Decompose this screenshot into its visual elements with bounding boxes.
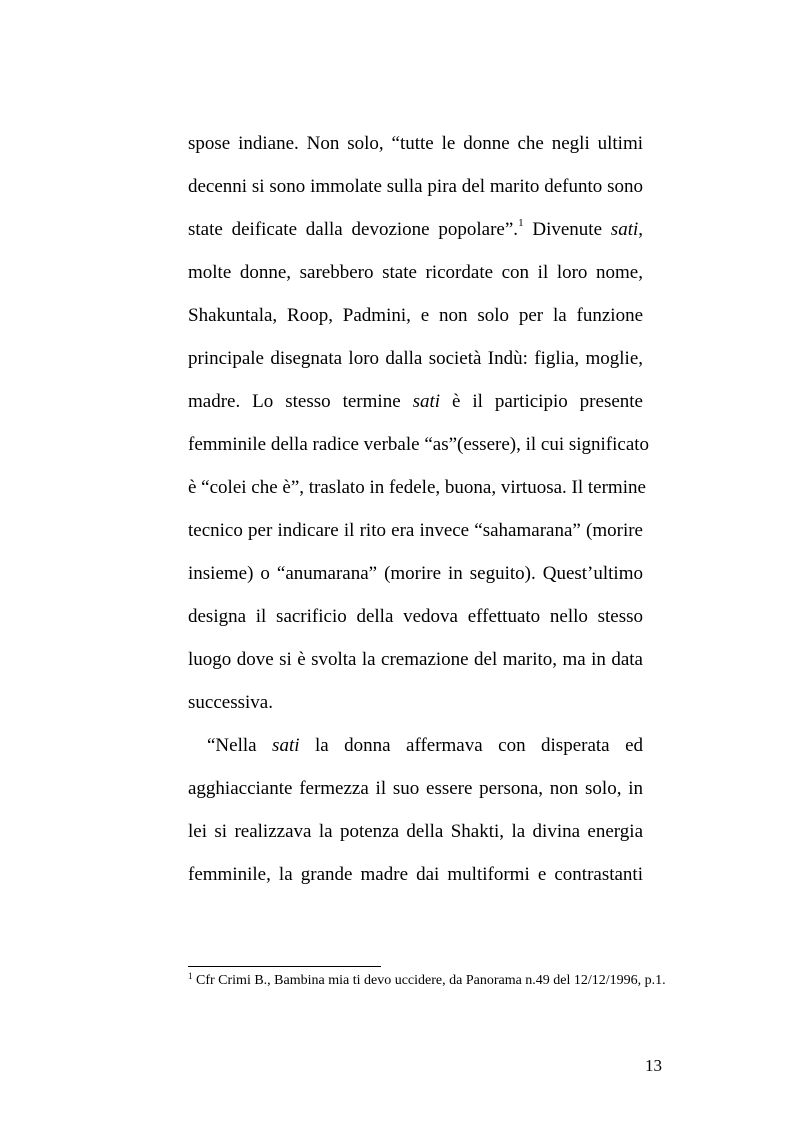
- text-line-content: femminile della radice verbale “as”(essere), il cui significato: [188, 434, 650, 455]
- text-line: [188, 380, 643, 423]
- text-line-content: “Nella: [207, 735, 273, 756]
- text-line-content: luogo dove si è svolta la cremazione del marito, ma in data: [188, 649, 643, 670]
- footnote-reference[interactable]: 1: [518, 217, 524, 229]
- text-line: [188, 767, 643, 810]
- text-line: [188, 724, 643, 767]
- text-line-content: designa il sacrificio della vedova effettuato nello stesso: [188, 606, 643, 627]
- footnote-marker: 1: [188, 971, 193, 981]
- text-line: [188, 638, 643, 681]
- footnote-text: Cfr Crimi B., Bambina mia ti devo uccidere, da Panorama n.49 del 12/12/1996, p.1.: [192, 973, 666, 988]
- text-line-content: principale disegnata loro dalla società Indù: figlia, moglie,: [188, 348, 643, 369]
- text-line: [188, 595, 643, 638]
- text-line-content: molte donne, sarebbero state ricordate con il loro nome,: [188, 262, 643, 283]
- text-line-content: femminile, la grande madre dai multiformi e contrastanti: [188, 864, 643, 885]
- body-text: [188, 122, 650, 896]
- italic-term: sati: [610, 219, 639, 240]
- footnote: [188, 971, 666, 990]
- text-line-content: Divenute: [523, 219, 611, 240]
- text-line-content: lei si realizzava la potenza della Shakti, la divina energia: [188, 821, 643, 842]
- text-line: [188, 337, 643, 380]
- text-line: [188, 466, 646, 509]
- text-line: [188, 853, 643, 896]
- text-line-content: è “colei che è”, traslato in fedele, buona, virtuosa. Il termine: [188, 477, 646, 498]
- text-line-content: agghiacciante fermezza il suo essere persona, non solo, in: [188, 778, 643, 799]
- text-line-content: spose indiane. Non solo, “tutte le donne che negli ultimi: [188, 133, 643, 154]
- text-line: [188, 208, 643, 251]
- text-line-content: Shakuntala, Roop, Padmini, e non solo per la funzione: [188, 305, 643, 326]
- text-line: [188, 122, 643, 165]
- italic-term: sati: [272, 735, 300, 756]
- text-line-content: decenni si sono immolate sulla pira del marito defunto sono: [188, 176, 643, 197]
- text-line: [188, 165, 643, 208]
- text-line-content: ,: [638, 219, 643, 240]
- italic-term: sati: [412, 391, 441, 412]
- text-line: [188, 251, 643, 294]
- page-number: 13: [645, 1056, 662, 1075]
- text-line-content: insieme) o “anumarana” (morire in seguito). Quest’ultimo: [188, 563, 643, 584]
- text-line-content: successiva.: [188, 692, 273, 713]
- text-line-content: tecnico per indicare il rito era invece “sahamarana” (morire: [188, 520, 643, 541]
- footnote-divider: [188, 966, 381, 967]
- text-line-content: è il participio presente: [440, 391, 643, 412]
- text-line-content: la donna affermava con disperata ed: [299, 735, 643, 756]
- text-line: [188, 681, 643, 724]
- text-line: [188, 294, 643, 337]
- text-line: [188, 552, 643, 595]
- text-line-content: state deificate dalla devozione popolare”.: [188, 219, 519, 240]
- text-line: [188, 423, 650, 466]
- text-line-content: madre. Lo stesso termine: [188, 391, 413, 412]
- text-line: [188, 810, 643, 853]
- text-line: [188, 509, 643, 552]
